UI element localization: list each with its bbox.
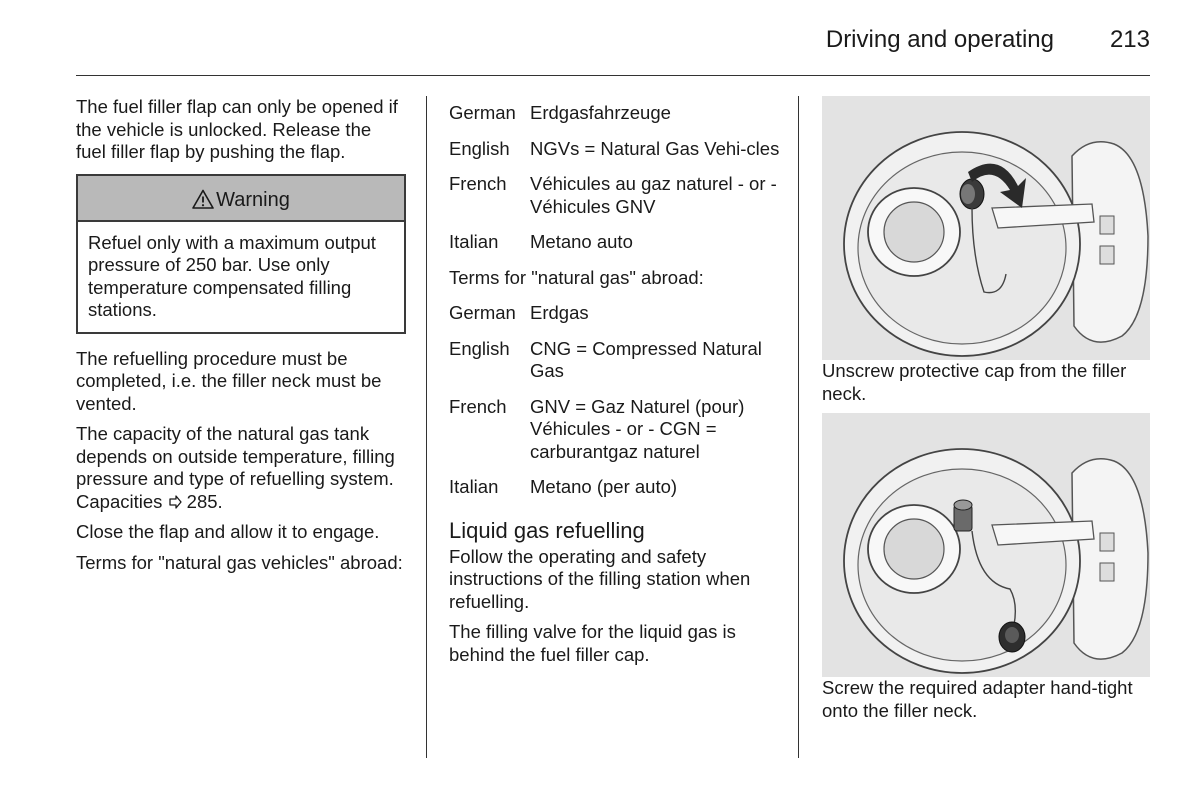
paragraph: Close the flap and allow it to engage. — [76, 521, 380, 542]
page-reference[interactable]: 285. — [186, 490, 223, 512]
column-left — [76, 96, 406, 582]
term-row — [449, 231, 784, 254]
term-row — [449, 396, 784, 464]
term-value: Erdgas — [530, 302, 589, 323]
adapter-illustration — [822, 413, 1150, 677]
term-value: GNV = Gaz Naturel (pour) Véhicules - or - CGN = carburantgaz naturel — [530, 395, 745, 462]
term-language: Italian — [449, 476, 499, 497]
gas-terms-list — [449, 302, 784, 499]
term-language: German — [449, 302, 516, 323]
term-value: Erdgasfahrzeuge — [530, 102, 671, 123]
paragraph-text: The capacity of the natural gas tank depends on outside temperature, filling pressure and type of refuelling system. Capacities — [76, 423, 395, 512]
paragraph: The refuelling procedure must be completed, i.e. the filler neck must be vented. — [76, 347, 382, 414]
section-title: Driving and operating — [825, 26, 1054, 53]
term-row — [449, 302, 784, 325]
section-heading: Liquid gas refuelling — [449, 517, 645, 543]
term-language: French — [449, 173, 507, 194]
term-value: CNG = Compressed Natural Gas — [530, 337, 762, 381]
warning-text: Refuel only with a maximum output pressure of 250 bar. Use only temperature compensated filling stations. — [88, 231, 376, 320]
page-header — [76, 26, 1150, 56]
term-row — [449, 173, 784, 218]
term-row — [449, 338, 784, 383]
warning-box — [76, 174, 406, 334]
figure-caption: Unscrew protective cap from the filler neck. — [822, 360, 1127, 404]
vehicle-terms-list — [449, 102, 784, 254]
term-value: Metano (per auto) — [530, 476, 678, 497]
filler-neck-cap-illustration — [822, 96, 1150, 360]
term-row — [449, 138, 784, 161]
header-rule — [76, 75, 1150, 76]
page-reference-arrow-icon — [168, 495, 182, 509]
term-row — [449, 102, 784, 125]
paragraph: The filling valve for the liquid gas is behind the fuel filler cap. — [449, 621, 736, 665]
term-language: Italian — [449, 231, 499, 252]
figure-caption: Screw the required adapter hand-tight onto the filler neck. — [822, 677, 1133, 721]
term-value: Véhicules au gaz naturel - or - Véhicules GNV — [530, 173, 777, 217]
column-divider — [426, 96, 427, 758]
paragraph: The fuel filler flap can only be opened if the vehicle is unlocked. Release the fuel filler flap by pushing the flap. — [76, 96, 398, 162]
term-row — [449, 476, 784, 499]
warning-header — [78, 176, 404, 222]
warning-triangle-icon — [192, 189, 214, 209]
page-number: 213 — [1109, 26, 1150, 53]
term-language: English — [449, 137, 510, 159]
term-language: German — [449, 102, 516, 123]
column-right — [822, 96, 1152, 730]
terms-intro: Terms for "natural gas" abroad: — [449, 266, 704, 288]
term-language: English — [449, 337, 510, 359]
paragraph — [76, 423, 406, 513]
term-language: French — [449, 395, 507, 417]
column-middle — [449, 102, 784, 674]
paragraph: Follow the operating and safety instructions of the filling station when refuelling. — [449, 545, 751, 612]
warning-title: Warning — [216, 188, 290, 211]
term-value: NGVs = Natural Gas Vehi-cles — [530, 137, 780, 159]
column-divider — [798, 96, 799, 758]
paragraph: Terms for "natural gas vehicles" abroad: — [76, 551, 403, 573]
term-value: Metano auto — [530, 231, 633, 252]
